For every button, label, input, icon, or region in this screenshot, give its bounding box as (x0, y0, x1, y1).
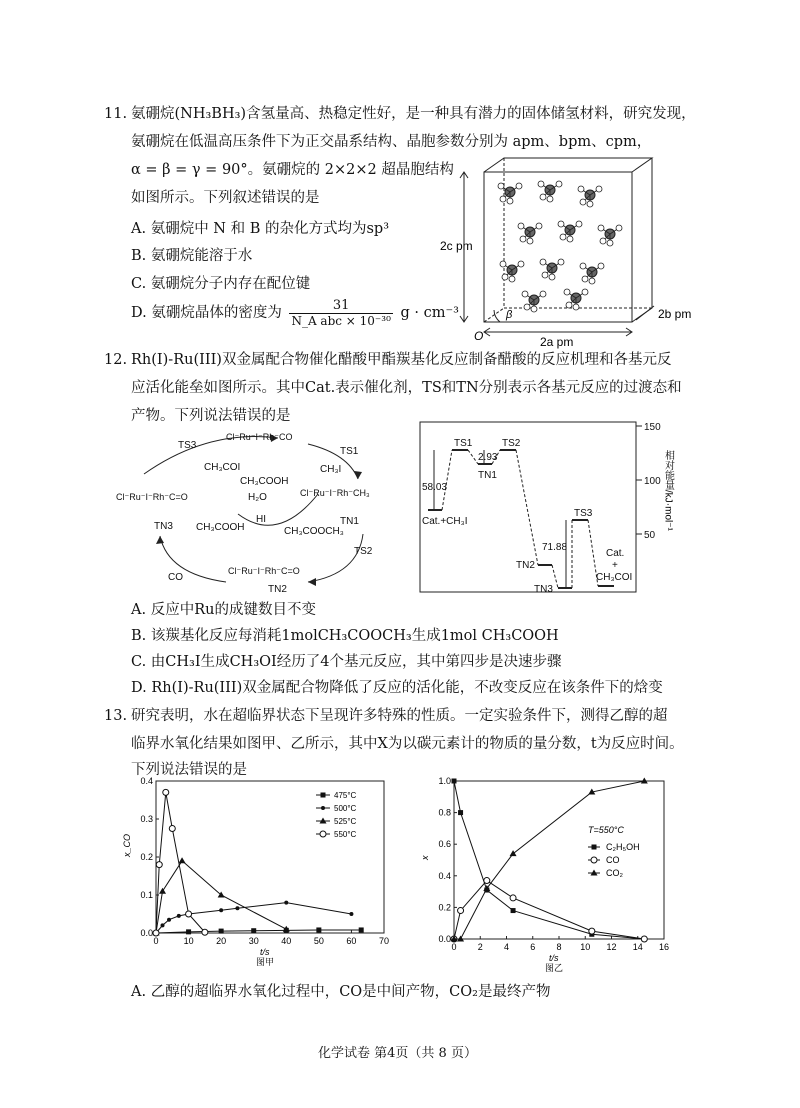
atom-hydrogen (596, 186, 602, 192)
atom-hydrogen (524, 304, 530, 310)
svg-text:Cl⁻Ru⁻I⁻Rh⁻CO: Cl⁻Ru⁻I⁻Rh⁻CO (226, 432, 293, 442)
y-tick-label: 0.2 (438, 902, 451, 913)
label-ts3: TS3 (574, 508, 593, 519)
atom-hydrogen (598, 263, 604, 269)
y-tick-label: 0.4 (140, 776, 153, 786)
data-point (219, 929, 224, 934)
label-2b: 2b pm (658, 307, 692, 321)
data-point (177, 914, 181, 918)
x-tick-label: 6 (530, 942, 536, 952)
label-cat-ch3i: Cat.+CH₃I (422, 516, 468, 527)
atom-hydrogen (560, 234, 566, 240)
page-footer: 化学试卷 第4页（共 8 页） (318, 1046, 477, 1061)
x-tick-label: 8 (556, 942, 562, 952)
x-tick-label: 10 (183, 936, 194, 946)
label-co: CO (168, 572, 183, 583)
density-fraction (289, 298, 392, 328)
q13-text-line1: 研究表明，水在超临界状态下呈现许多特殊的性质。一定实验条件下，测得乙醇的超 (131, 708, 668, 724)
data-point (163, 789, 169, 795)
svg-text:Cl⁻Ru⁻I⁻Rh⁻C=O: Cl⁻Ru⁻I⁻Rh⁻C=O (228, 566, 300, 576)
x-tick-label: 14 (632, 942, 643, 952)
atom-hydrogen (580, 263, 586, 269)
q11-option-d[interactable] (131, 298, 459, 328)
atom-hydrogen (502, 274, 508, 280)
y-tick-label: 0.8 (438, 807, 451, 818)
label-tn1: TN1 (478, 470, 497, 481)
data-point (179, 857, 186, 863)
label-origin: O (474, 329, 484, 343)
legend-label: 500°C (334, 804, 357, 813)
cell-top-face (484, 158, 652, 172)
data-point (316, 927, 321, 932)
atom-hydrogen (566, 302, 572, 308)
atom-hydrogen (536, 223, 542, 229)
q11-text-line3: α = β = γ = 90°。氨硼烷的 2×2×2 超晶胞结构 (131, 162, 454, 178)
label-ch3i: CH₃I (320, 464, 342, 475)
label-tn3: TN3 (154, 521, 173, 532)
atom-hydrogen (573, 304, 579, 310)
label-plus: + (612, 560, 618, 571)
data-point (169, 826, 175, 832)
q11-text-line1: 氨硼烷(NH₃BH₃)含氢量高、热稳定性好，是一种具有潜力的固体储氢材料，研究发现， (131, 106, 696, 122)
data-point (452, 779, 457, 784)
data-point (235, 906, 239, 910)
legend-marker (321, 806, 325, 810)
atom-hydrogen (600, 238, 606, 244)
atom-hydrogen (558, 221, 564, 227)
q12-number: 12. (104, 352, 128, 368)
label-ts1: TS1 (454, 438, 473, 449)
label-tn1: TN1 (340, 516, 359, 527)
y-tick-label: 0.1 (140, 890, 153, 900)
annotation-temperature: T=550°C (588, 825, 624, 835)
data-point (458, 810, 463, 815)
atom-hydrogen (558, 259, 564, 265)
atom-hydrogen (516, 183, 522, 189)
atom-hydrogen (520, 236, 526, 242)
crystal-structure-figure (440, 150, 720, 350)
legend-marker (592, 845, 597, 850)
data-point (186, 911, 192, 917)
svg-text:Cl⁻Ru⁻I⁻Rh⁻C=O: Cl⁻Ru⁻I⁻Rh⁻C=O (116, 492, 188, 502)
y-tick-label: 1.0 (438, 776, 451, 786)
atom-hydrogen (598, 225, 604, 231)
q13-text-line3: 下列说法错误的是 (131, 762, 247, 778)
data-point (589, 928, 595, 934)
label-tn2: TN2 (516, 560, 535, 571)
data-point (219, 908, 223, 912)
label-2c: 2c pm (440, 239, 473, 253)
label-ch3cooh-a: CH₃COOH (240, 476, 289, 487)
data-point (161, 923, 165, 927)
q13-option-a[interactable]: A. 乙醇的超临界水氧化过程中，CO是中间产物，CO₂是最终产物 (131, 984, 551, 1000)
x-tick-label: 60 (346, 936, 357, 946)
legend-label: C₂H₅OH (606, 842, 640, 852)
q12-text-line2: 应活化能垒如图所示。其中Cat.表示催化剂，TS和TN分别表示各基元反应的过渡态和 (131, 380, 682, 396)
legend-marker (321, 793, 326, 798)
legend-label: 475°C (334, 791, 357, 800)
atom-hydrogen (540, 194, 546, 200)
complex-structures (116, 432, 370, 576)
label-ch3coi: CH₃COI (204, 462, 241, 473)
x-tick-label: 10 (580, 942, 591, 952)
tick-100: 100 (644, 476, 661, 487)
atom-hydrogen (607, 240, 613, 246)
q12-text-line1: Rh(I)-Ru(III)双金属配合物催化醋酸甲酯羰基化反应制备醋酸的反应机理和各基元反 (131, 352, 672, 368)
q13-number: 13. (104, 708, 128, 724)
x-tick-label: 2 (477, 942, 483, 952)
atom-hydrogen (500, 261, 506, 267)
atom-hydrogen (567, 236, 573, 242)
x-tick-label: 12 (606, 942, 617, 952)
x-tick-label: 16 (658, 942, 670, 952)
y-axis-label: x_CO (122, 833, 132, 857)
q12-text-line3: 产物。下列说法错误的是 (131, 408, 291, 424)
label-ch3coi: CH₃COI (596, 572, 633, 583)
atom-hydrogen (531, 306, 537, 312)
atom-hydrogen (582, 276, 588, 282)
label-ts2: TS2 (502, 438, 521, 449)
atom-hydrogen (509, 276, 515, 282)
label-ch3cooh-b: CH₃COOH (196, 522, 245, 533)
data-point (156, 862, 162, 868)
chart-xco-vs-time (120, 775, 405, 975)
q11-option-c[interactable]: C. 氨硼烷分子内存在配位键 (131, 276, 311, 292)
chart-x-vs-time (412, 775, 682, 975)
y-tick-label: 0.4 (438, 870, 451, 881)
data-point (153, 930, 159, 936)
y-tick-label: 0.0 (140, 928, 153, 938)
atom-hydrogen (542, 272, 548, 278)
label-cat: Cat. (606, 548, 625, 559)
y-tick-label: 0.0 (438, 934, 451, 944)
x-tick-label: 0 (451, 942, 457, 952)
data-point (202, 929, 208, 935)
data-point (359, 927, 364, 932)
x-tick-label: 40 (281, 936, 292, 946)
density-unit: g · cm⁻³ (400, 305, 459, 321)
x-axis-label: t/s (260, 947, 270, 957)
x-axis-label: t/s (549, 953, 559, 963)
label-2a: 2a pm (540, 335, 574, 349)
q11-number: 11. (104, 106, 128, 122)
value-58-03: 58.03 (422, 482, 448, 493)
label-hi: HI (256, 514, 266, 525)
data-point (510, 850, 517, 856)
atom-hydrogen (498, 183, 504, 189)
tick-150: 150 (644, 422, 661, 433)
y-axis-label: x (420, 855, 430, 860)
legend-label: 525°C (334, 817, 357, 826)
q11-option-a[interactable]: A. 氨硼烷中 N 和 B 的杂化方式均为sp³ (131, 221, 390, 237)
density-numerator: 31 (289, 298, 392, 314)
tick-50: 50 (644, 530, 656, 541)
label-beta: β (506, 309, 513, 321)
atom-hydrogen (527, 238, 533, 244)
atom-hydrogen (589, 278, 595, 284)
atom-hydrogen (556, 181, 562, 187)
legend-label: CO₂ (606, 868, 623, 878)
atom-hydrogen (580, 199, 586, 205)
x-tick-label: 20 (216, 936, 227, 946)
value-71-88: 71.88 (542, 542, 568, 553)
label-h2o: H₂O (248, 492, 267, 503)
data-point (251, 928, 256, 933)
label-ch3cooch3: CH₃COOCH₃ (284, 526, 344, 537)
data-point (511, 908, 516, 913)
data-point (510, 895, 516, 901)
legend-marker (320, 831, 326, 837)
series-line (454, 881, 644, 939)
x-tick-label: 50 (313, 936, 324, 946)
arrow-ts2 (308, 534, 363, 582)
atom-hydrogen (578, 186, 584, 192)
y-tick-label: 0.3 (140, 814, 153, 824)
label-tn2: TN2 (268, 584, 287, 595)
molecule-atoms (498, 181, 622, 312)
q11-option-d-prefix: D. 氨硼烷晶体的密度为 (131, 305, 282, 321)
atom-hydrogen (540, 259, 546, 265)
data-point (186, 929, 191, 934)
y-tick-label: 0.6 (438, 839, 451, 850)
data-point (284, 901, 288, 905)
q11-text-line2: 氨硼烷在低温高压条件下为正交晶系结构、晶胞参数分别为 apm、bpm、cpm， (131, 134, 652, 150)
q12-option-c[interactable]: C. 由CH₃I生成CH₃OI经历了4个基元反应，其中第四步是决速步骤 (131, 654, 562, 670)
cell-right-face (632, 158, 652, 322)
chart-title: 图甲 (256, 957, 275, 967)
atom-hydrogen (540, 291, 546, 297)
data-point (167, 918, 171, 922)
data-point (484, 878, 490, 884)
x-tick-label: 4 (503, 942, 510, 952)
atom-hydrogen (616, 225, 622, 231)
energy-profile-diagram (418, 420, 690, 598)
data-point (349, 912, 353, 916)
atom-hydrogen (576, 221, 582, 227)
y-tick-label: 0.2 (140, 852, 153, 862)
label-ts1: TS1 (340, 446, 359, 457)
atom-hydrogen (500, 196, 506, 202)
q11-text-line4: 如图所示。下列叙述错误的是 (131, 190, 320, 206)
data-point (458, 908, 464, 914)
atom-hydrogen (507, 198, 513, 204)
label-ts2: TS2 (354, 546, 373, 557)
x-tick-label: 0 (153, 936, 159, 946)
atom-hydrogen (518, 223, 524, 229)
data-point (641, 936, 647, 942)
atom-hydrogen (582, 289, 588, 295)
plot-frame (454, 781, 664, 939)
atom-hydrogen (547, 196, 553, 202)
svg-text:Cl⁻Ru⁻I⁻Rh⁻CH₃: Cl⁻Ru⁻I⁻Rh⁻CH₃ (300, 488, 370, 498)
atom-hydrogen (522, 291, 528, 297)
legend-label: 550°C (334, 830, 357, 839)
chart-title: 图乙 (545, 963, 564, 973)
q13-text-line2: 临界水氧化结果如图甲、乙所示，其中X为以碳元素计的物质的量分数，t为反应时间。 (131, 736, 684, 752)
density-denominator: N_A abc × 10⁻³⁰ (291, 314, 391, 328)
atom-hydrogen (587, 201, 593, 207)
atom-hydrogen (518, 261, 524, 267)
atom-hydrogen (549, 274, 555, 280)
q12-option-a[interactable]: A. 反应中Ru的成键数目不变 (131, 602, 316, 618)
q11-option-b[interactable]: B. 氨硼烷能溶于水 (131, 248, 253, 264)
energy-ylabel: 相对能量/kJ·mol⁻¹ (662, 450, 674, 531)
q12-option-d[interactable]: D. Rh(I)-Ru(III)双金属配合物降低了反应的活化能，不改变反应在该条件下的焓变 (131, 680, 663, 696)
atom-hydrogen (538, 181, 544, 187)
legend-label: CO (606, 855, 620, 865)
catalytic-cycle-diagram (108, 424, 408, 600)
x-tick-label: 70 (378, 936, 390, 946)
value-2-93: 2.93 (478, 452, 498, 463)
atom-hydrogen (564, 289, 570, 295)
legend-marker (591, 857, 597, 863)
q12-option-b[interactable]: B. 该羰基化反应每消耗1molCH₃COOCH₃生成1mol CH₃COOH (131, 628, 559, 644)
label-ts3: TS3 (178, 440, 197, 451)
data-point (159, 888, 166, 894)
x-tick-label: 30 (248, 936, 259, 946)
label-tn3: TN3 (534, 584, 553, 595)
